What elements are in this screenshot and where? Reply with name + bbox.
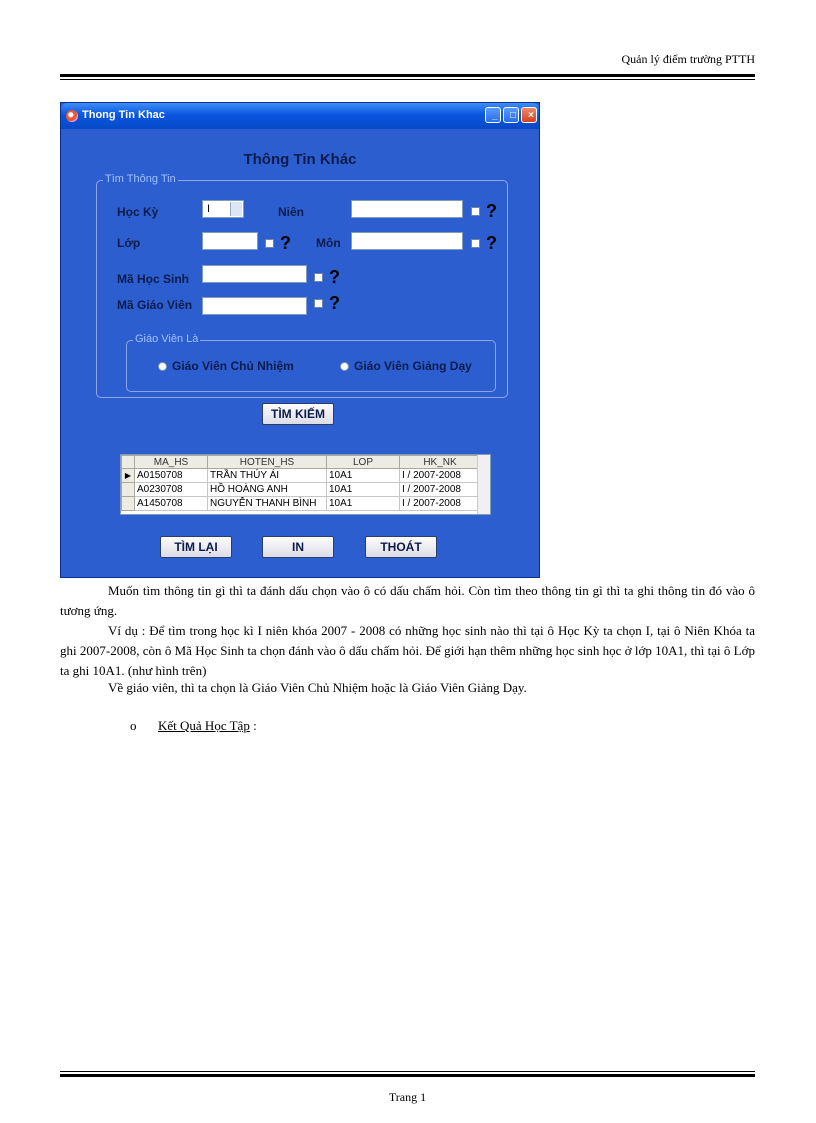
title-bar[interactable]	[61, 103, 539, 129]
footer-rule	[60, 1074, 755, 1077]
results-grid[interactable]	[120, 454, 491, 515]
cell-lop[interactable]: 10A1	[327, 483, 400, 497]
grid-header-row	[122, 456, 481, 469]
nien-label: Niên	[278, 205, 305, 219]
lop-label: Lớp	[117, 236, 141, 250]
cell-hoten-hs[interactable]: TRẦN THÚY ÁI	[208, 469, 327, 483]
ma-giao-vien-checkbox[interactable]	[314, 299, 323, 308]
col-header-ma-hs[interactable]: MA_HS	[135, 456, 208, 469]
ma-hoc-sinh-input[interactable]	[202, 265, 307, 283]
search-button[interactable]: TÌM KIẾM	[262, 403, 334, 425]
row-selector[interactable]	[122, 497, 135, 511]
current-row-icon: ▶	[122, 469, 135, 483]
print-button[interactable]: IN	[262, 536, 334, 558]
nien-input[interactable]	[351, 200, 463, 218]
ma-hoc-sinh-question-icon: ?	[329, 267, 340, 287]
giang-day-radio[interactable]	[340, 362, 349, 371]
ma-hoc-sinh-checkbox[interactable]	[314, 273, 323, 282]
paragraph-3-text: Về giáo viên, thì ta chọn là Giáo Viên Chủ Nhiệm hoặc là Giáo Viên Giảng Dạy.	[108, 680, 527, 695]
reset-button[interactable]: TÌM LẠI	[160, 536, 232, 558]
search-group-caption: Tìm Thông Tin	[105, 173, 176, 185]
paragraph-3	[60, 678, 755, 698]
cell-hoten-hs[interactable]: NGUYỄN THANH BÌNH	[208, 497, 327, 511]
nien-question-icon: ?	[486, 201, 497, 221]
ma-giao-vien-input[interactable]	[202, 297, 307, 315]
paragraph-2-text: Ví dụ : Để tìm trong học kì I niên khóa 2007 - 2008 có những học sinh nào thì tại ô Học Kỳ ta chọn I, tại ô Niên Khóa ta ghi 2007-2008, còn ô Mã Học Sinh ta chọn đánh vào ô dấu chấm hỏi. Để giới hạn thêm những học sinh học ở lớp 10A1, thì tại ô Lớp ta ghi 10A1. (như hình trên)	[60, 623, 755, 678]
header-rule	[60, 74, 755, 77]
cell-hk-nk[interactable]: I / 2007-2008	[400, 469, 481, 483]
page-number: Trang 1	[388, 1090, 427, 1104]
chu-nhiem-radio[interactable]	[158, 362, 167, 371]
bullet-marker: o	[130, 718, 137, 733]
ma-giao-vien-question-icon: ?	[329, 293, 340, 313]
paragraph-1-text: Muốn tìm thông tin gì thì ta đánh dấu chọn vào ô có dấu chấm hỏi. Còn tìm theo thông tin gì thì ta ghi thông tin đó vào ô tương ứng.	[60, 583, 755, 618]
table-row[interactable]	[122, 483, 481, 497]
grid-scrollbar[interactable]	[477, 455, 490, 514]
ma-giao-vien-label: Mã Giáo Viên	[117, 298, 193, 312]
cell-ma-hs[interactable]: A1450708	[135, 497, 208, 511]
cell-hk-nk[interactable]: I / 2007-2008	[400, 497, 481, 511]
cell-lop[interactable]: 10A1	[327, 469, 400, 483]
table-row[interactable]	[122, 497, 481, 511]
close-button[interactable]: ×	[521, 107, 537, 123]
hoc-ky-value: I	[207, 203, 211, 215]
bullet-suffix: :	[249, 718, 257, 733]
ma-hoc-sinh-label: Mã Học Sinh	[117, 272, 190, 286]
footer-rule-thin	[60, 1071, 755, 1072]
cell-lop[interactable]: 10A1	[327, 497, 400, 511]
page-header: Quản lý điểm trường PTTH	[621, 52, 755, 66]
giang-day-label[interactable]: Giáo Viên Giảng Dạy	[354, 359, 472, 373]
paragraph-1	[60, 581, 755, 621]
col-header-hk-nk[interactable]: HK_NK	[400, 456, 481, 469]
thong-tin-khac-window	[60, 102, 540, 578]
table-row[interactable]	[122, 469, 481, 483]
mon-label: Môn	[316, 236, 341, 250]
hoc-ky-label: Học Kỳ	[117, 205, 159, 219]
lop-question-icon: ?	[280, 233, 291, 253]
paragraph-2	[60, 621, 755, 681]
lop-input[interactable]	[202, 232, 258, 250]
bullet-title: Kết Quả Học Tập	[158, 718, 250, 733]
spin-arrows-icon[interactable]	[230, 202, 242, 216]
cell-hk-nk[interactable]: I / 2007-2008	[400, 483, 481, 497]
nien-checkbox[interactable]	[471, 207, 480, 216]
mon-input[interactable]	[351, 232, 463, 250]
minimize-button[interactable]: _	[485, 107, 501, 123]
bullet-heading	[158, 718, 257, 734]
maximize-button[interactable]: □	[503, 107, 519, 123]
row-selector[interactable]	[122, 483, 135, 497]
col-header-lop[interactable]: LOP	[327, 456, 400, 469]
cell-hoten-hs[interactable]: HỒ HOÀNG ANH	[208, 483, 327, 497]
form-title: Thông Tin Khác	[243, 151, 357, 168]
teacher-group-caption: Giáo Viên Là	[135, 333, 199, 345]
lop-checkbox[interactable]	[265, 239, 274, 248]
header-rule-thin	[60, 79, 755, 80]
cell-ma-hs[interactable]: A0230708	[135, 483, 208, 497]
hoc-ky-stepper[interactable]	[202, 200, 244, 218]
exit-button[interactable]: THOÁT	[365, 536, 437, 558]
col-header-hoten-hs[interactable]: HOTEN_HS	[208, 456, 327, 469]
window-title: Thong Tin Khac	[82, 109, 165, 121]
cell-ma-hs[interactable]: A0150708	[135, 469, 208, 483]
chu-nhiem-label[interactable]: Giáo Viên Chủ Nhiệm	[172, 359, 294, 373]
mon-checkbox[interactable]	[471, 239, 480, 248]
grid-corner	[122, 456, 135, 469]
mon-question-icon: ?	[486, 233, 497, 253]
app-icon	[66, 110, 78, 122]
